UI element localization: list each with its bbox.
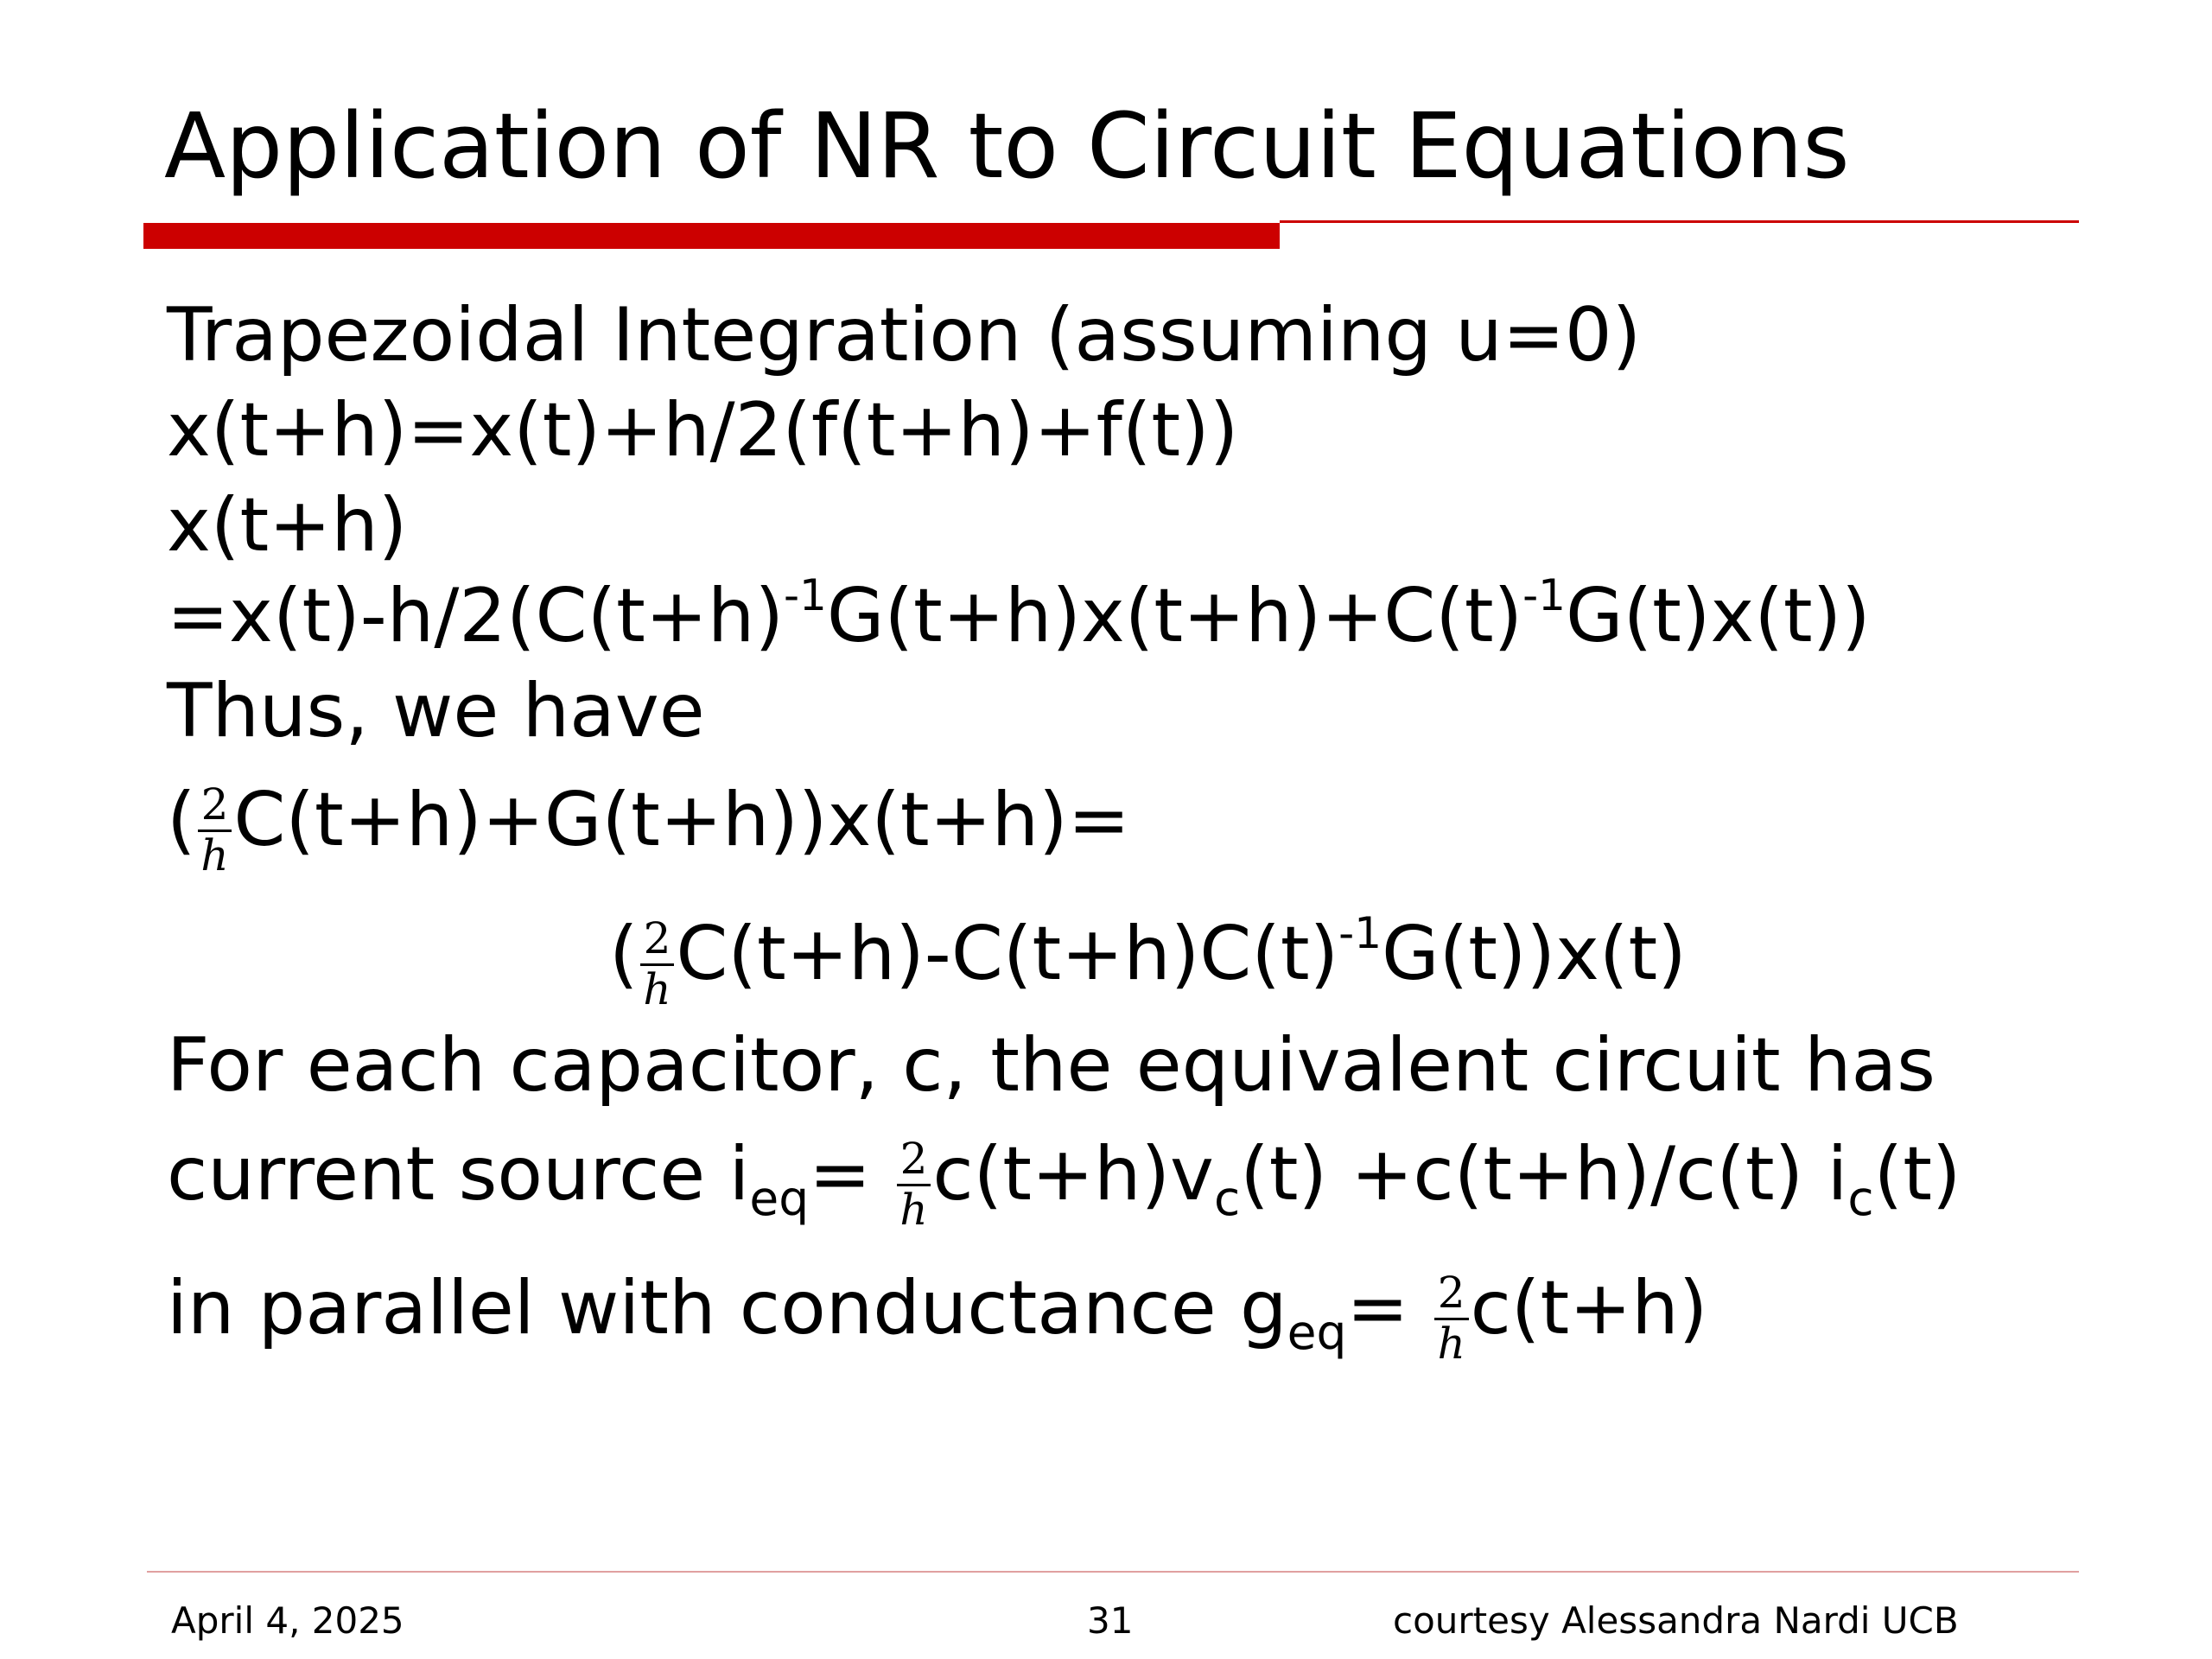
line-text: (t) +c(t+h)/c(t) i	[1240, 1130, 1848, 1217]
fraction-denominator: h	[1437, 1319, 1465, 1369]
line-equation-rhs	[609, 907, 1687, 1014]
subscript: c	[1213, 1170, 1241, 1226]
footer-credit: courtesy Alessandra Nardi UCB	[1393, 1599, 1959, 1642]
line-text: (	[609, 910, 639, 997]
line-text: in parallel with conductance g	[167, 1264, 1287, 1351]
fraction-denominator: h	[200, 830, 229, 880]
superscript: -1	[784, 570, 827, 620]
line-current-source	[167, 1130, 1961, 1235]
superscript: -1	[1522, 570, 1566, 620]
fraction-2-over-h	[198, 779, 232, 880]
superscript: -1	[1338, 907, 1382, 958]
subscript: c	[1847, 1170, 1874, 1226]
fraction-numerator: 2	[198, 783, 232, 832]
line-text: G(t)x(t))	[1565, 573, 1871, 659]
line-conductance	[167, 1264, 1708, 1369]
line-text: G(t+h)x(t+h)+C(t)	[826, 573, 1523, 659]
fraction-denominator: h	[899, 1185, 928, 1235]
fraction-2-over-h	[897, 1134, 931, 1235]
line-trap-formula	[167, 387, 1239, 474]
fraction-denominator: h	[643, 964, 671, 1014]
footer-date: April 4, 2025	[171, 1599, 404, 1642]
footer-divider	[147, 1571, 2079, 1573]
line-text: =	[809, 1130, 895, 1217]
title-underline-thin	[1280, 220, 2079, 223]
footer-page-number: 31	[1087, 1599, 1134, 1642]
fraction-2-over-h	[640, 913, 675, 1014]
line-text: =	[1346, 1264, 1433, 1351]
line-text: =x(t)-h/2(C(t+h)	[167, 573, 784, 659]
line-text: (t)	[1873, 1130, 1961, 1217]
fraction-numerator: 2	[1434, 1271, 1469, 1320]
line-text: c(t+h)v	[932, 1130, 1214, 1217]
line-text: C(t+h)+G(t+h))x(t+h)=	[233, 776, 1130, 863]
line-x-rhs	[167, 570, 1871, 659]
line-trapezoidal	[167, 292, 1642, 378]
line-text: x(t+h)=x(t)+h/2(f(t+h)+f(t))	[167, 387, 1239, 474]
line-text: (	[167, 776, 196, 863]
fraction-2-over-h	[1434, 1268, 1469, 1369]
line-text: Trapezoidal Integration (assuming u=0)	[167, 292, 1642, 378]
slide-title: Application of NR to Circuit Equations	[164, 93, 1850, 199]
subscript: eq	[1287, 1304, 1347, 1360]
line-text: G(t))x(t)	[1382, 910, 1687, 997]
line-equation-lhs	[167, 776, 1130, 880]
subscript: eq	[749, 1170, 810, 1226]
line-text: Thus, we have	[167, 668, 705, 754]
line-thus	[167, 668, 705, 754]
line-text: c(t+h)	[1470, 1264, 1708, 1351]
title-underline-thick	[143, 223, 1280, 249]
line-text: x(t+h)	[167, 482, 408, 569]
line-x-lhs	[167, 482, 408, 569]
fraction-numerator: 2	[897, 1137, 931, 1186]
line-capacitor	[167, 1022, 1936, 1109]
fraction-numerator: 2	[640, 917, 675, 966]
line-text: For each capacitor, c, the equivalent circuit has	[167, 1022, 1936, 1109]
line-text: current source i	[167, 1130, 750, 1217]
line-text: C(t+h)-C(t+h)C(t)	[676, 910, 1339, 997]
